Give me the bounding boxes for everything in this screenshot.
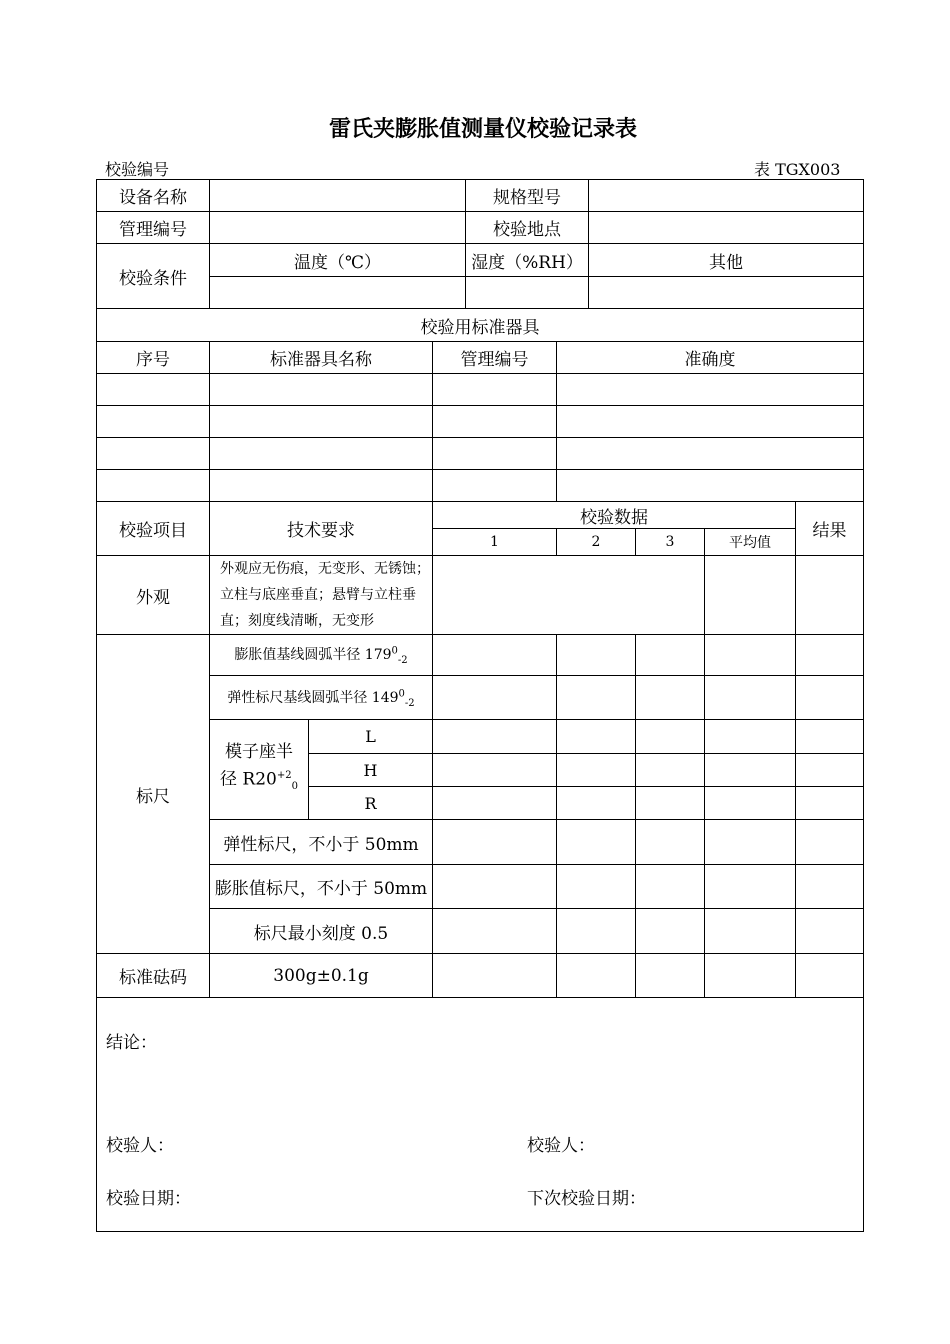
label-equipment-name: 设备名称 — [97, 180, 210, 212]
standards-section-title: 校验用标准器具 — [97, 309, 864, 342]
label-conditions: 校验条件 — [97, 244, 210, 309]
col-header-data-3: 3 — [636, 529, 705, 556]
input-equipment-name[interactable] — [210, 180, 466, 212]
input-humidity[interactable] — [466, 277, 589, 309]
item-appearance: 外观 — [97, 556, 210, 635]
col-header-accuracy: 准确度 — [557, 342, 864, 374]
cell-standard-name[interactable] — [210, 374, 433, 406]
table-row — [97, 406, 864, 438]
label-location: 校验地点 — [466, 212, 589, 244]
data-cell-3[interactable] — [636, 635, 705, 676]
result-cell[interactable] — [796, 676, 864, 720]
col-header-data: 校验数据 — [433, 502, 796, 529]
col-header-standard-name: 标准器具名称 — [210, 342, 433, 374]
data-cell-2[interactable] — [557, 676, 636, 720]
data-cell-3[interactable] — [636, 820, 705, 865]
inspection-number-field[interactable] — [105, 157, 379, 180]
req-elastic-scale: 弹性标尺，不小于 50mm — [210, 820, 433, 865]
data-cell-1[interactable] — [433, 720, 557, 754]
data-cell-average[interactable] — [705, 720, 796, 754]
data-cell-1[interactable] — [433, 954, 557, 998]
result-cell[interactable] — [796, 787, 864, 820]
page-title: 雷氏夹膨胀值测量仪校验记录表 — [328, 117, 637, 142]
data-cell-average[interactable] — [705, 954, 796, 998]
req-elastic-baseline: 弹性标尺基线圆弧半径 $149^0_{-2}$ — [210, 676, 433, 720]
col-header-requirement: 技术要求 — [210, 502, 433, 556]
inspection-date-label: 校验日期： — [106, 1189, 191, 1209]
req-standard-weight: 300g±0.1g — [210, 954, 433, 998]
data-cell-3[interactable] — [636, 754, 705, 787]
table-row — [97, 470, 864, 502]
wedge-row-H: H — [309, 754, 433, 787]
appearance-requirement: 外观应无伤痕，无变形、无锈蚀； 立柱与底座垂直；悬臂与立柱垂 直；刻度线清晰，无变形 — [210, 556, 433, 635]
data-cell-average[interactable] — [705, 676, 796, 720]
cell-accuracy[interactable] — [557, 374, 864, 406]
cell-no[interactable] — [97, 438, 210, 470]
cell-no[interactable] — [97, 470, 210, 502]
data-cell-average[interactable] — [705, 909, 796, 954]
data-cell-3[interactable] — [636, 865, 705, 909]
result-cell[interactable] — [796, 635, 864, 676]
cell-management-no[interactable] — [433, 470, 557, 502]
conclusion-label: 结论： — [106, 1033, 157, 1053]
cell-management-no[interactable] — [433, 438, 557, 470]
table-row — [97, 374, 864, 406]
data-cell-1[interactable] — [433, 909, 557, 954]
data-cell-average[interactable] — [705, 820, 796, 865]
data-cell-average[interactable] — [705, 865, 796, 909]
data-cell-3[interactable] — [636, 787, 705, 820]
result-cell[interactable] — [796, 865, 864, 909]
col-header-management-no: 管理编号 — [433, 342, 557, 374]
inspector-label: 校验人： — [106, 1136, 174, 1156]
col-header-data-1: 1 — [433, 529, 557, 556]
col-header-average: 平均值 — [705, 529, 796, 556]
data-cell-3[interactable] — [636, 954, 705, 998]
req-expansion-scale: 膨胀值标尺，不小于 50mm — [210, 865, 433, 909]
label-humidity: 湿度（%RH） — [466, 244, 589, 277]
result-cell[interactable] — [796, 820, 864, 865]
wedge-row-L: L — [309, 720, 433, 754]
cell-accuracy[interactable] — [557, 470, 864, 502]
data-cell-2[interactable] — [557, 720, 636, 754]
data-cell-2[interactable] — [557, 820, 636, 865]
inspector-label-right: 校验人： — [527, 1136, 595, 1156]
cell-management-no[interactable] — [433, 374, 557, 406]
data-cell-3[interactable] — [636, 676, 705, 720]
data-cell-2[interactable] — [557, 909, 636, 954]
cell-no[interactable] — [97, 406, 210, 438]
input-location[interactable] — [589, 212, 864, 244]
result-cell[interactable] — [796, 954, 864, 998]
col-header-data-2: 2 — [557, 529, 636, 556]
result-cell[interactable] — [796, 720, 864, 754]
data-cell-1[interactable] — [433, 676, 557, 720]
data-cell-2[interactable] — [557, 635, 636, 676]
inspection-number-label: 校验编号 — [105, 160, 170, 179]
req-expansion-baseline: 膨胀值基线圆弧半径 $179^0_{-2}$ — [210, 635, 433, 676]
cell-standard-name[interactable] — [210, 470, 433, 502]
appearance-data[interactable] — [433, 556, 705, 635]
label-model: 规格型号 — [466, 180, 589, 212]
data-cell-2[interactable] — [557, 787, 636, 820]
input-management-no[interactable] — [210, 212, 466, 244]
result-cell[interactable] — [796, 909, 864, 954]
form-code: 表 TGX003 — [754, 160, 841, 179]
data-cell-1[interactable] — [433, 820, 557, 865]
label-other: 其他 — [589, 244, 864, 277]
data-cell-1[interactable] — [433, 865, 557, 909]
next-inspection-date-label: 下次校验日期： — [527, 1189, 646, 1209]
record-table — [96, 179, 864, 1232]
col-header-no: 序号 — [97, 342, 210, 374]
inspection-number-line[interactable] — [169, 163, 379, 180]
result-cell[interactable] — [796, 754, 864, 787]
data-cell-1[interactable] — [433, 635, 557, 676]
data-cell-3[interactable] — [636, 909, 705, 954]
appearance-result[interactable] — [796, 556, 864, 635]
data-cell-average[interactable] — [705, 635, 796, 676]
item-scale: 标尺 — [97, 635, 210, 954]
cell-standard-name[interactable] — [210, 438, 433, 470]
data-cell-average[interactable] — [705, 754, 796, 787]
col-header-result: 结果 — [796, 502, 864, 556]
data-cell-2[interactable] — [557, 954, 636, 998]
data-cell-2[interactable] — [557, 865, 636, 909]
req-min-division: 标尺最小刻度 0.5 — [210, 909, 433, 954]
label-management-no: 管理编号 — [97, 212, 210, 244]
data-cell-2[interactable] — [557, 754, 636, 787]
data-cell-1[interactable] — [433, 754, 557, 787]
input-model[interactable] — [589, 180, 864, 212]
conclusion-section[interactable] — [97, 998, 864, 1232]
col-header-item: 校验项目 — [97, 502, 210, 556]
data-cell-average[interactable] — [705, 787, 796, 820]
item-standard-weight: 标准砝码 — [97, 954, 210, 998]
req-wedge-radius: 模子座半 径 $R20^{+2}_0$ — [210, 720, 309, 820]
cell-management-no[interactable] — [433, 406, 557, 438]
data-cell-1[interactable] — [433, 787, 557, 820]
input-temperature[interactable] — [210, 277, 466, 309]
cell-no[interactable] — [97, 374, 210, 406]
wedge-row-R: R — [309, 787, 433, 820]
input-other[interactable] — [589, 277, 864, 309]
appearance-average[interactable] — [705, 556, 796, 635]
table-row — [97, 438, 864, 470]
label-temperature: 温度（℃） — [210, 244, 466, 277]
data-cell-3[interactable] — [636, 720, 705, 754]
cell-accuracy[interactable] — [557, 406, 864, 438]
cell-standard-name[interactable] — [210, 406, 433, 438]
cell-accuracy[interactable] — [557, 438, 864, 470]
